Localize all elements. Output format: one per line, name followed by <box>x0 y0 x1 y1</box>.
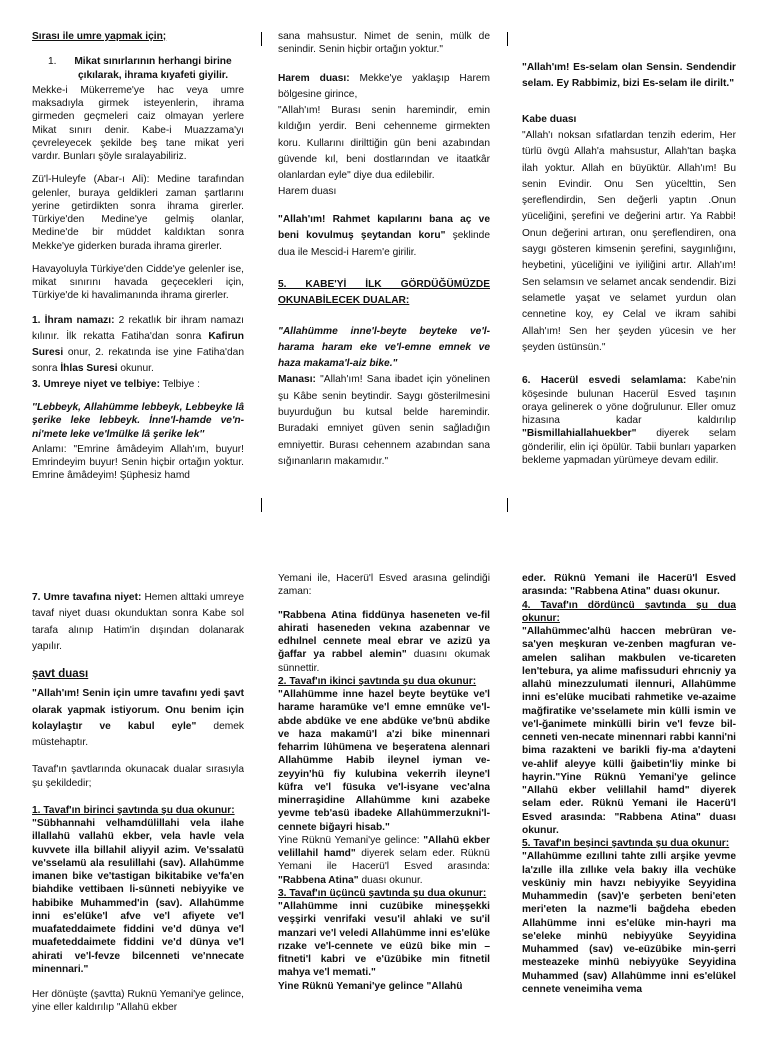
harem-duasi-label: Harem duası <box>278 185 337 197</box>
kabe-ilk-dua-meaning: Manası: "Allah'ım! Sana ibadet için yönelinen şu Kâbe senin beytindir. Saygı gösterilmesini buyurduğun bu kutsal belde haremindir. Buradaki emniyet güven senin sağladığın emniyettir. Burası cehennem azabından sana sığınanların makamıdır." <box>278 374 490 467</box>
list-item-heading: Mikat sınırlarının herhangi birine çıkılarak, ihrama kıyafeti giyilir. <box>74 56 232 81</box>
tavaf-1-dua: "Sübhannahi velhamdülillahi vela ilahe illallahü vallahü ekber, vela havle vela kuvvete illa billahil aliyyil azim. Ve'ssalatü ve'sselamü ala resulillahi (sav). Allahümme imanen bike ve'tastigan bikitabike ve'fa'en biahdike vettibaen li-sünneti nebiyyike ve habibike Muhammed'in (sav). Allahümme inni es'elüke'l afve ve'l afiyete ve'l muafateddaimete fiddini ve'd dünya ve'l muafeteddaimete fiddini ve'd dünya ve'l ahirati ve'l-fevze bilcenneti ve'nnecate minennari." <box>32 818 244 975</box>
section-6-paragraph: 6. Hacerül esvedi selamlama: Kabe'nin köşesinde bulunan Hacerül Esved taşının oraya gelinerek o yöne doğrulunur. Eller omuz hizasına kadar kaldırılıp "Bismillahiallahuekber" diyerek selam gönderilir, elin içi öpülür. Tabii bunları yaparken bekleme yapmadan yürümeye devam edilir. <box>522 375 736 466</box>
havayolu-paragraph: Havayoluyla Türkiye'den Cidde'ye gelenler ise, mikat sınırını havada geçecekleri için, Türkiye'de ki havalimanında ihrama girerler. <box>32 263 244 302</box>
zulhuleyfe-paragraph: Zü'l-Huleyfe (Abar-ı Ali): Medine tarafından gelenler, buraya geldikleri zaman şartlarını yerine getirdikten sonra ihrama girerler. Türkiye'den Medine'ye gelmiş olanlar, Medine'de bir müddet kaldıktan sonra Mekke'ye giderken burada ihrama girerler. <box>32 174 244 252</box>
top-column-3 <box>522 30 736 510</box>
top-column-2 <box>278 30 490 510</box>
kabe-ilk-dua: "Allahümme inne'l-beyte beyteke ve'l-harama haram eke ve'l-emne emnek ve haza makama'l-aiz bike." <box>278 325 490 370</box>
tavaf-5-dua: "Allahümme ezıllıni tahte zılli arşike yevme la'zılle illa zıllıke vela bakıy illa vechüke vesküniy min havzı nebiyyike Seyyidina Muhammedin (sav)'e şerbeten beni'eten meri'eten la nazme'li bağdeha ebeden Allahümme inni es'elüke min-hayri ma se'eleke minhü nebiyyüke Seyyidina Muhammed (sav) ve-eüzübike min-şerri mesteazeke minhü nebiyyüke Seyyidina Muhammed (sav) Allahümme inni es'elükel cennete veneimiha vema <box>522 851 736 995</box>
column-divider-top-right-bottom <box>507 498 508 512</box>
tavaf-5-heading: 5. Tavaf'ın beşinci şavtında şu dua okunur: <box>522 838 730 849</box>
hacerul-esved-arasi: Yemani ile, Hacerü'l Esved arasına gelindiği zaman: <box>278 573 490 598</box>
column-divider-top-left-bottom <box>261 498 262 512</box>
tavaf-3-dua: "Allahümme inni cuzübike mineşşekki veşşirki venrifaki vesu'il ahlaki ve su'il manzari ve'l veledi Allahümme inni es'elüke rızake ve'l-cennete ve eüzü bike min –fitneti'l kabri ve e'üzübike min fitnetil mahya ve'l memati." <box>278 901 490 979</box>
column-divider-top-right <box>507 32 508 46</box>
section-5-heading: 5. KABE'Yİ İLK GÖRDÜĞÜMÜZDE OKUNABİLECEK DUALAR: <box>278 278 490 307</box>
tavaf-intro: Tavaf'ın şavtlarında okunacak dualar sırasıyla şu şekildedir; <box>32 764 244 789</box>
bottom-column-3 <box>522 572 736 1024</box>
kabe-duasi-heading: Kabe duası <box>522 113 577 125</box>
tavaf-2-dua: "Allahümme inne hazel beyte beytüke ve'l harame haramüke ve'l emne emnüke ve'l-abde abdüke ve ene abdüke ve'bnü abdike ve haza makamü'l a'zi bike minennari feharrim lühümena ve beşeratena alennari Allahümme Habib ileynel iyman ve-zeyyin'hü fiy kulubina vekerrih ileyne'l küfra ve'l füsuka ve'l-isyane vec'alna minerraşidine Allahümme kıni azabeke yevme teb'asü ibadeke Allahümmerzukni'l-cennete biğayri hisab." <box>278 689 490 833</box>
harem-duasi-text: "Allah'ım! Burası senin haremindir, emin kıldığın yerdir. Beni cehenneme girmekten koru. Kullarını dirilttiğin gün beni azabından güvende kıl, beni dostlarından ve itaatkâr olanlardan eyle" diye dua edilebilir. <box>278 105 490 182</box>
tavaf-3-heading: 3. Tavaf'ın üçüncü şavtında şu dua okunur: <box>278 887 487 899</box>
savt-duasi-heading: şavt duası <box>32 668 89 681</box>
harem-duasi-paragraph: Harem duası: Mekke'ye yaklaşıp Harem bölgesine girince, <box>278 72 490 100</box>
list-number: 1. <box>48 56 57 68</box>
mikat-paragraph: Mekke-i Mükerreme'ye hac veya umre maksadıyla girmek isteyenlerin, ihrama girmeden geçmeleri caiz olmayan yerlere Mikat sınırı denir. Kabe-i Muazzama'yı çevreleyecek şekilde beş tane mikat yeri vardır. Bunları şöyle sıralayabiliriz. <box>32 84 244 162</box>
telbiye-meaning: Anlamı: "Emrine âmâdeyim Allah'ım, buyur! Emrindeyim buyur! Senin hiçbir ortağın yoktur. Emrine âmâdeyim! Şüphesiz hamd <box>32 443 244 482</box>
top-column-1 <box>32 30 244 510</box>
page-title: Sırası ile umre yapmak için; <box>32 31 167 42</box>
rabbena-dua-paragraph: "Rabbena Atina fiddünya haseneten ve-fil ahirati haseneden vekına azabennar ve edhılnel cennete meal ebrar ve azizü ya ğaffar ya rabbel alemin" duasını okumak sünnettir. <box>278 609 490 674</box>
rahmet-duasi-paragraph: "Allah'ım! Rahmet kapılarını bana aç ve beni kovulmuş şeytandan koru" şeklinde dua ile Mescid-i Harem'e girilir. <box>278 213 490 258</box>
section-7-paragraph: 7. Umre tavafına niyet: Hemen alttaki umreye tavaf niyet duası okunduktan sonra Kabe sol tarafa alınıp Hatim'in dışından dolanarak yapılır. <box>32 592 244 652</box>
es-selam-dua: "Allah'ım! Es-selam olan Sensin. Sendendir selam. Ey Rabbimiz, bizi Es-selam ile dirilt." <box>522 62 736 90</box>
tavaf-1-after: Her dönüşte (şavtta) Ruknü Yemani'ye gelince, yine eller kaldırılıp "Allahü ekber <box>32 989 244 1014</box>
bottom-column-1 <box>32 590 244 1042</box>
tavaf-3-after-cont: eder. Rüknü Yemani ile Hacerü'l Esved arasında: "Rabbena Atina" duası okunur. <box>522 573 736 598</box>
tavaf-1-heading: 1. Tavaf'ın birinci şavtında şu dua okunur: <box>32 804 235 816</box>
column-divider-top-left <box>261 32 262 46</box>
ihram-namazi-paragraph: 1. İhram namazı: 2 rekatlık bir ihram namazı kılınır. İlk rekatta Fatiha'dan sonra Kafirun Suresi onur, 2. rekatında ise yine Fatiha'dan sonra İhlas Suresi okunur. <box>32 314 244 375</box>
tavaf-3-after: Yine Rüknü Yemani'ye gelince "Allahü <box>278 980 463 992</box>
savt-duasi-text: "Allah'ım! Senin için umre tavafını yedi şavt olarak yapmak istiyorum. Onu benim için kolaylaştır ve kabul eyle" demek müstehaptır. <box>32 688 244 749</box>
telbiye-text: ''Lebbeyk, Allahümme lebbeyk, Lebbeyke lâ şerike leke lebbeyk. İnne'l-hamde ve'n-ni'mete leke ve'lmülke lâ şerike lek'' <box>32 402 244 440</box>
kabe-duasi-text: "Allah'ı noksan sıfatlardan tenzih ederim, Her türlü övgü Allah'a mahsustur, Allah'tan başka ilah yoktur. Allah en büyüktür. Allah'ım! Bu senin Evindir. Onu Sen yücelttin, Sen şereflendirdin, Sen değerli yaptın .Onun yüceliğini, şerefini ve değerini artır. Ya Rabbi! Onun değerini artıran, onu şereflendiren, ona saygı gösteren kimsenin şerefini, saygınlığını, heybetini, yüceliğini ve iyiliğini artır. Allah'ım! Sen selamsın ve selamet ancak sendendir. Bizi selametle yaşat ve selamet yurdun olan cennetine koy, ey Celal ve ikram sahibi Allah'ım! Sen her şeyden yücesin ve her şeyden üstünsün." <box>522 129 736 353</box>
tavaf-2-after: Yine Rüknü Yemani'ye gelince: "Allahü ekber velillahil hamd" diyerek selam eder. Rüknü Yemani ile Hacerü'l Esved arasında: "Rabbena Atina" duası okunur. <box>278 834 490 886</box>
tavaf-2-heading: 2. Tavaf'ın ikinci şavtında şu dua okunur: <box>278 675 477 687</box>
telbiye-meaning-cont: sana mahsustur. Nimet de senin, mülk de senindir. Senin hiçbir ortağın yoktur." <box>278 31 490 56</box>
bottom-column-2 <box>278 572 490 1024</box>
telbiye-heading: 3. Umreye niyet ve telbiye: Telbiye : <box>32 378 201 390</box>
list-item-mikat <box>48 55 244 82</box>
tavaf-4-heading: 4. Tavaf'ın dördüncü şavtında şu dua okunur: <box>522 599 736 624</box>
tavaf-4-dua: "Allahümmec'alhü haccen mebrüran ve-sa'yen meşkuran ve-zenben magfuran ve-amelen salihan makbulen ve-ticareten len'tebura, ya alime mafissuduri ehrıcniy ya allahü minezzulumati ilennuri, Allahümme inni es'elüke mucibati rahmetike ve-azaime mağfiratike ve'sselamete min külli ismin ve ve'l-ğanimete minkülli birin ve'l fevze bil-cenneti ven-necate minennari rabbi kanni'ni bima razakteni ve barikli fiy-ma a'dayteni ve-ahlif aleyye külli ğaibetin'liy minke bi hayrin."Yine Rüknü Yemani'ye gelince "Allahü ekber velillahil hamd" diyerek selam eder. Rüknü Yemani ile Hacerü'l Esved arasında: "Rabbena Atina" duası okunur. <box>522 626 736 836</box>
